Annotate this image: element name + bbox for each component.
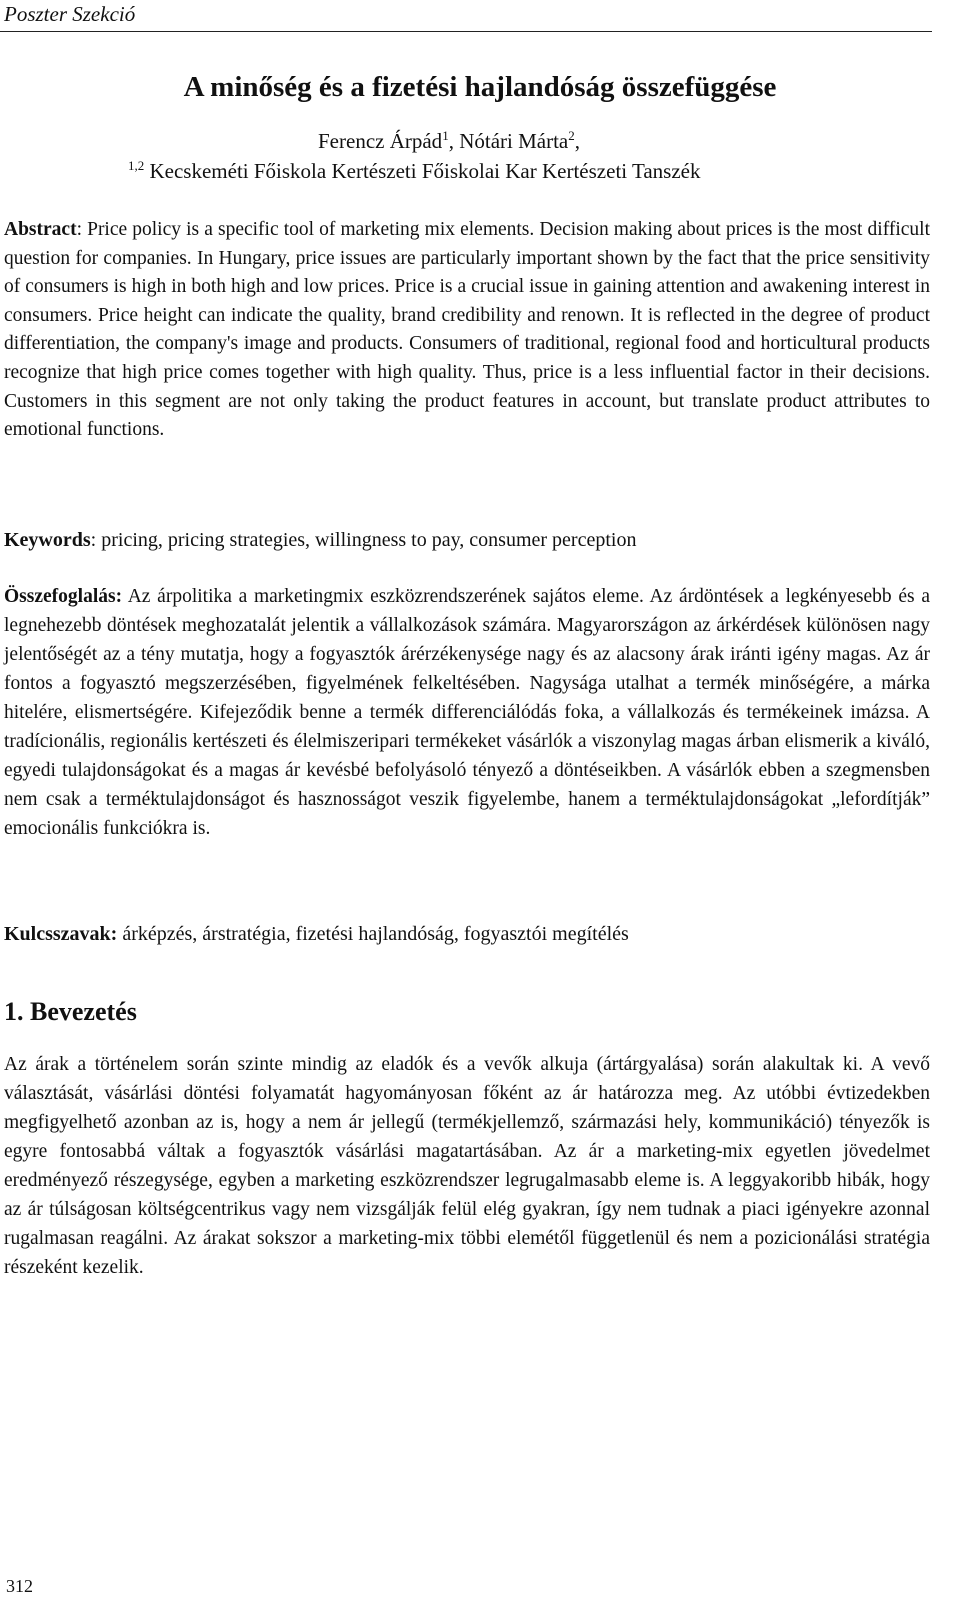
summary-label: Összefoglalás:	[4, 586, 123, 607]
author-2-sup: 2	[568, 128, 575, 143]
author-1-sup: 1	[442, 128, 449, 143]
abstract-text: : Price policy is a specific tool of marketing mix elements. Decision making about prices is the most difficult question for companies. In Hungary, price issues are particularly important shown by the fact that the price sensitivity of consumers is high in both high and low prices. Price is a crucial issue in gaining attention and awakening interest in consumers. Price height can indicate the quality, brand credibility and renown. It is reflected in the degree of product differentiation, the company's image and products. Consumers of traditional, regional food and horticultural products recognize that high price comes together with high quality. Thus, price is a less influential factor in their decisions. Customers in this segment are not only taking the product features in account, but translate product attributes to emotional functions.	[4, 219, 930, 441]
paper-title: A minőség és a fizetési hajlandóság összefüggése	[183, 71, 777, 103]
running-header	[0, 0, 960, 33]
author-1-name: Ferencz Árpád	[318, 129, 443, 153]
summary-hu	[4, 582, 930, 843]
section-body: Az árak a történelem során szinte mindig az eladók és a vevők alkuja (ártárgyalása) során alakultak ki. A vevő választását, vásárlási döntési folyamatát hagyományosan főként az ár határozza meg. Az utóbbi évtizedekben megfigyelhető azonban az is, hogy a nem ár jellegű (termékjellemző, származási hely, kommunikáció) tényezők is egyre fontosabbá váltak a fogyasztók vásárlási magatartásában. Az ár a marketing-mix egyetlen jövedelmet eredményező részegysége, egyben a marketing eszközrendszer legrugalmasabb eleme is. A leggyakoribb hibák, hogy az ár túlságosan költségcentrikus vagy nem vizsgálják felül elég gyakran, így nem tudnak a piaci igényekre azonnal rugalmasan reagálni. Az árakat sokszor a marketing-mix többi elemétől függetlenül és nem a pozicionálási stratégia részeként kezelik.	[4, 1054, 930, 1278]
section-label: Poszter Szekció	[4, 2, 136, 26]
affiliation-text: Kecskeméti Főiskola Kertészeti Főiskolai Kar Kertészeti Tanszék	[149, 159, 701, 183]
kulcsszavak-label: Kulcsszavak:	[4, 923, 118, 945]
author-trail: ,	[574, 129, 580, 153]
author-2-name: Nótári Márta	[459, 129, 569, 153]
section-heading: 1. Bevezetés	[4, 997, 137, 1026]
keywords-hu	[4, 920, 930, 949]
kulcsszavak-text: árképzés, árstratégia, fizetési hajlandóság, fogyasztói megítélés	[117, 923, 629, 945]
abstract	[4, 216, 930, 445]
abstract-label: Abstract	[4, 219, 77, 240]
keywords-en	[4, 526, 930, 555]
page-number: 312	[6, 1576, 33, 1596]
author-sep: ,	[448, 129, 460, 153]
keywords-label: Keywords	[4, 529, 91, 551]
author-names	[318, 129, 580, 154]
affiliation	[128, 159, 700, 184]
affiliation-sup: 1,2	[128, 158, 145, 173]
keywords-text: : pricing, pricing strategies, willingness to pay, consumer perception	[90, 529, 637, 551]
summary-text: Az árpolitika a marketingmix eszközrendszerének sajátos eleme. Az árdöntések a legkényesebb és a legnehezebb döntések meghozatalát jelentik a vállalkozások számára. Magyarországon az árkérdések különösen nagy jelentőségét az a tény mutatja, hogy a fogyasztók árérzékenysége nagy és az alacsony árak iránti igény magas. Az ár fontos a fogyasztó megszerzésében, figyelmének felkeltésében. Nagysága utalhat a termék minőségére, a márka hitelére, elismertségére. Kifejeződik benne a termék differenciálódás foka, a vállalkozás és termékeinek imázsa. A tradícionális, regionális kertészeti és élelmiszeripari termékeket vásárlók a viszonylag magas árban elismerik a kiváló, egyedi tulajdonságokat és a magas ár kevésbé befolyásoló tényező a döntéseikben. A vásárlók ebben a szegmensben nem csak a terméktulajdonságot és hasznosságot veszik figyelembe, hanem a terméktulajdonságokat „lefordítják” emocionális funkciókra is.	[4, 586, 930, 839]
header-rule	[0, 31, 932, 32]
